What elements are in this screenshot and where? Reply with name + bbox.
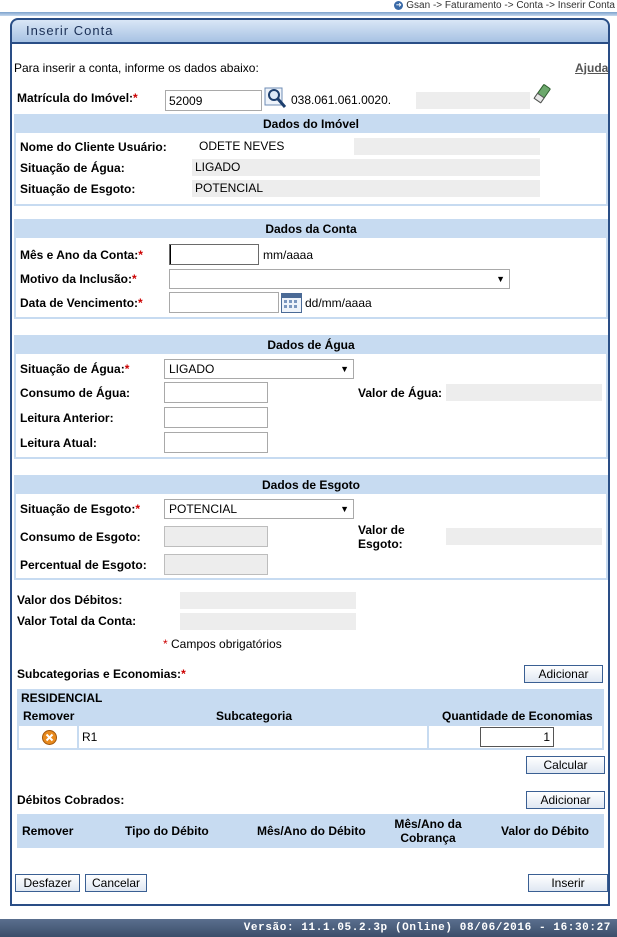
situacao-esgoto-selected: POTENCIAL (169, 502, 238, 516)
frame-bottom (10, 904, 610, 906)
matricula-input[interactable] (165, 90, 262, 111)
intro-text: Para inserir a conta, informe os dados abaixo: (14, 61, 259, 75)
consumo-agua-input[interactable] (164, 382, 268, 403)
col-valor-debito: Valor do Débito (501, 824, 590, 838)
magnifier-icon[interactable] (264, 86, 288, 113)
breadcrumb-divider (0, 12, 617, 16)
col-mes-ano-cobranca: Mês/Ano da Cobrança (394, 817, 462, 845)
debitos-label: Débitos Cobrados: (17, 793, 125, 807)
chevron-down-icon: ▼ (340, 364, 349, 374)
debitos-header-row (17, 814, 604, 848)
cliente-extra (354, 138, 540, 155)
frame-left (10, 44, 12, 906)
dados-conta-header: Dados da Conta (16, 221, 606, 238)
col-subcategoria: Subcategoria (216, 709, 293, 723)
dados-imovel-header: Dados do Imóvel (16, 116, 606, 133)
valor-debitos-label: Valor dos Débitos: (17, 593, 123, 607)
help-link[interactable]: Ajuda (575, 61, 609, 75)
chevron-down-icon: ▼ (340, 504, 349, 514)
col-mes-ano-debito: Mês/Ano do Débito (257, 824, 366, 838)
percentual-esgoto-label: Percentual de Esgoto: (20, 558, 147, 572)
frame-right (608, 44, 610, 906)
valor-agua-value (446, 384, 602, 401)
add-subcategoria-button[interactable]: Adicionar (524, 665, 603, 683)
endereco-value: 038.061.061.0020. (288, 92, 416, 109)
col-quantidade: Quantidade de Economias (442, 709, 593, 723)
breadcrumb-text: Gsan -> Faturamento -> Conta -> Inserir Conta (406, 0, 615, 11)
dados-agua-header: Dados de Água (16, 337, 606, 354)
valor-total-value (180, 613, 356, 630)
cancelar-button[interactable]: Cancelar (85, 874, 147, 892)
mes-ano-label: Mês e Ano da Conta:* (20, 248, 143, 262)
leitura-anterior-label: Leitura Anterior: (20, 411, 114, 425)
dados-conta-section (14, 219, 608, 319)
col-remover: Remover (23, 709, 75, 723)
consumo-agua-label: Consumo de Água: (20, 386, 130, 400)
situacao-agua-select[interactable] (164, 359, 354, 379)
col-debito-remover: Remover (22, 824, 74, 838)
add-debito-button[interactable]: Adicionar (526, 791, 605, 809)
arrow-circle-icon: ➜ (395, 2, 402, 9)
situacao-esgoto-select-label: Situação de Esgoto:* (20, 502, 141, 516)
leitura-atual-input[interactable] (164, 432, 268, 453)
remove-cell (18, 725, 78, 749)
motivo-label: Motivo da Inclusão:* (20, 272, 137, 286)
quantidade-input[interactable] (480, 727, 554, 747)
vencimento-label: Data de Vencimento:* (20, 296, 143, 310)
situacao-esgoto-value: POTENCIAL (192, 180, 540, 197)
mes-ano-hint: mm/aaaa (263, 248, 314, 262)
valor-debitos-value (180, 592, 356, 609)
subcategorias-label: Subcategorias e Economias:* (17, 667, 186, 681)
situacao-agua-selected: LIGADO (169, 362, 215, 376)
remove-icon[interactable] (42, 730, 57, 748)
dados-imovel-section (14, 114, 608, 206)
page-title: Inserir Conta (10, 18, 610, 44)
leitura-anterior-input[interactable] (164, 407, 268, 428)
eraser-icon[interactable] (533, 83, 551, 108)
mes-ano-input[interactable] (169, 244, 259, 265)
valor-esgoto-value (446, 528, 602, 545)
breadcrumb (394, 0, 615, 11)
endereco-extra (416, 92, 530, 109)
situacao-esgoto-select[interactable] (164, 499, 354, 519)
consumo-esgoto-label: Consumo de Esgoto: (20, 530, 141, 544)
situacao-agua-value: LIGADO (192, 159, 540, 176)
subcategorias-header-row (18, 707, 603, 725)
subcategoria-group: RESIDENCIAL (18, 690, 603, 707)
table-row (18, 725, 603, 749)
calcular-button[interactable]: Calcular (526, 756, 605, 774)
situacao-esgoto-label: Situação de Esgoto: (20, 182, 136, 196)
subcategorias-table (17, 689, 604, 750)
matricula-label: Matrícula do Imóvel:* (17, 91, 138, 105)
vencimento-hint: dd/mm/aaaa (305, 296, 372, 310)
valor-agua-label: Valor de Água: (358, 386, 443, 400)
campos-obrigatorios-note: * Campos obrigatórios (163, 637, 282, 651)
dados-esgoto-header: Dados de Esgoto (16, 477, 606, 494)
chevron-down-icon: ▼ (496, 274, 505, 284)
quantidade-cell (428, 725, 603, 749)
subcategoria-cell: R1 (78, 725, 428, 749)
vencimento-input[interactable] (169, 292, 279, 313)
situacao-agua-select-label: Situação de Água:* (20, 362, 130, 376)
situacao-agua-label: Situação de Água: (20, 161, 125, 175)
valor-esgoto-label: Valor de Esgoto: (358, 523, 405, 551)
inserir-button[interactable]: Inserir (528, 874, 608, 892)
consumo-esgoto-input (164, 526, 268, 547)
motivo-select[interactable] (169, 269, 510, 289)
dados-esgoto-section (14, 475, 608, 580)
dados-agua-section (14, 335, 608, 459)
percentual-esgoto-input (164, 554, 268, 575)
desfazer-button[interactable]: Desfazer (15, 874, 80, 892)
version-footer: Versão: 11.1.05.2.3p (Online) 08/06/2016 - 16:30:27 (0, 919, 617, 937)
col-tipo-debito: Tipo do Débito (125, 824, 209, 838)
valor-total-label: Valor Total da Conta: (17, 614, 137, 628)
cliente-label: Nome do Cliente Usuário: (20, 140, 167, 154)
calendar-icon[interactable] (281, 293, 302, 316)
leitura-atual-label: Leitura Atual: (20, 436, 97, 450)
cliente-value: ODETE NEVES (196, 138, 354, 155)
